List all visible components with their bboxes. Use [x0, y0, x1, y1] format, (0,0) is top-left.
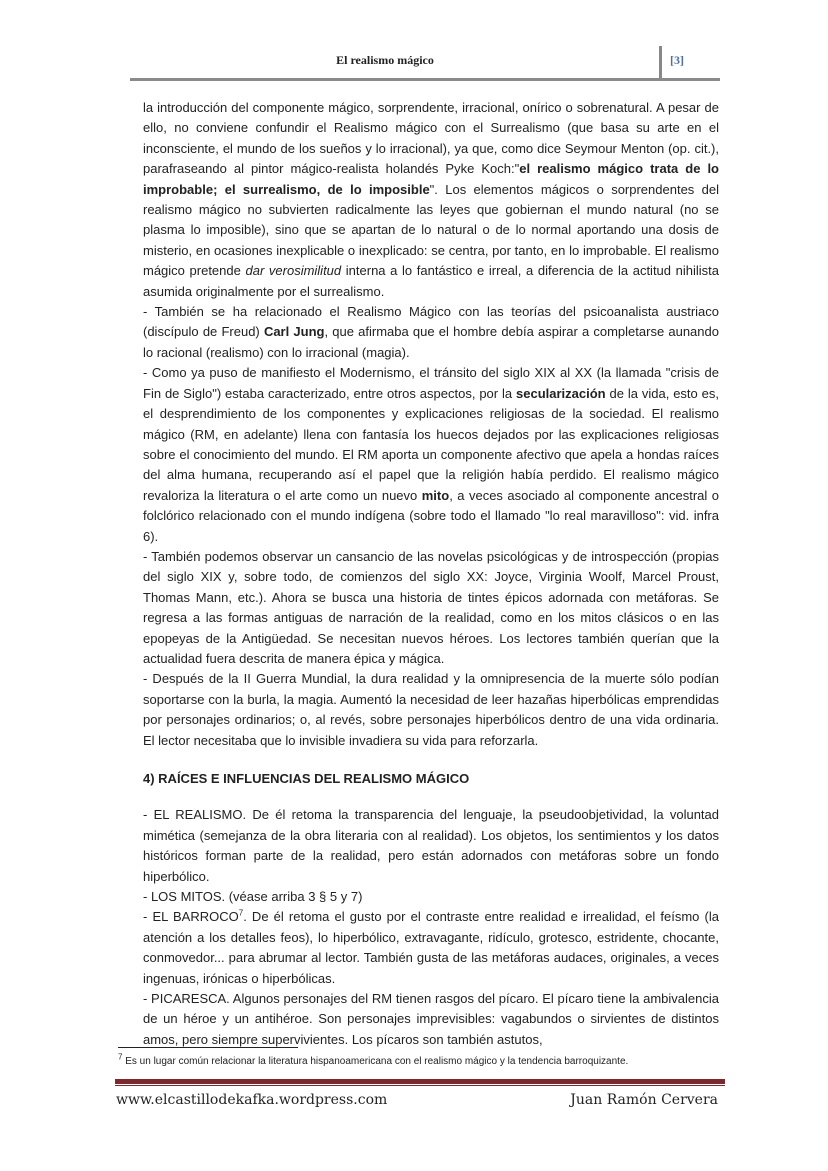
paragraph: [143, 547, 719, 669]
footnote-ref: 7: [238, 909, 244, 919]
bold-text: el realismo mágico trata de lo improbable; el surrealismo, de lo imposible: [143, 161, 719, 197]
text-run: - LOS MITOS. (véase arriba 3 § 5 y 7): [143, 889, 363, 905]
section-heading: 4) RAÍCES E INFLUENCIAS DEL REALISMO MÁGICO: [143, 771, 470, 786]
paragraph: [143, 887, 719, 907]
footnote-text: Es un lugar común relacionar la literatura hispanoamericana con el realismo mágico y la tendencia barroquizante.: [122, 1056, 629, 1067]
text-run: de la vida, esto es, el desprendimiento de los componentes y explicaciones religiosas de la sociedad. El realismo mágico (RM, en adelante) llena con fantasía los huecos dejados por las explicaciones religiosas sobre el conocimiento del mundo. El RM aporta un componente afectivo que apela a hondas raíces del alma humana, recuperando así el papel que la religión había perdido. El realismo mágico revaloriza la literatura o el arte como un nuevo: [143, 385, 719, 503]
paragraph: [143, 805, 719, 887]
text-run: - También podemos observar un cansancio de las novelas psicológicas y de introspección (propias del siglo XIX y, sobre todo, de comienzos del siglo XX: Joyce, Virginia Woolf, Marcel Proust, Thomas Mann, etc.). Ahora se busca una historia de tintes épicos adornada con metáforas. Se regresa a las formas antiguas de narración de la realidad, como en los mitos clásicos o en las epopeyas de la Antigüedad. Se necesitan nuevos héroes. Los lectores también querían que la actualidad fuera descrita de manera épica y mágica.: [143, 548, 719, 666]
paragraph: [143, 989, 719, 1050]
body-text: [143, 98, 719, 1050]
text-run: la introducción del componente mágico, sorprendente, irracional, onírico o sobrenatural. A pesar de ello, no conviene confundir el Realismo mágico con el Surrealismo (que basa su arte en el inconsciente, el mundo de los sueños y lo irracional), ya que, como dice Seymour Menton (op. cit.), parafraseando al pintor mágico-realista holandés Pyke Koch:": [143, 100, 719, 177]
paragraph: [143, 98, 719, 302]
text-run: - EL BARROCO: [143, 909, 239, 925]
text-run: - EL REALISMO. De él retoma la transparencia del lenguaje, la pseudoobjetividad, la voluntad mimética (semejanza de la obra literaria con al realidad). Los objetos, los sentimientos y los datos históricos forman parte de la realidad, pero están adornados con metáforas sobre un fondo hiperbólico.: [143, 807, 719, 884]
text-run: . De él retoma el gusto por el contraste entre realidad e irrealidad, el feísmo (la atención a los detalles feos), lo hiperbólico, extravagante, ridículo, grotesco, estridente, chocante, conmovedor... para abrumar al lector. También gusta de las metáforas audaces, originales, a veces ingenuas, irónicas o hiperbólicas.: [143, 909, 719, 986]
header-divider: [659, 46, 662, 79]
text-run: - Después de la II Guerra Mundial, la dura realidad y la omnipresencia de la muerte sólo podían soportarse con la burla, la magia. Aumentó la necesidad de leer hazañas hiperbólicas emprendidas por personajes ordinarios; o, al revés, sobre personajes hiperbólicos dentro de una vida ordinaria. El lector necesitaba que lo invisible invadiera su vida para reforzarla.: [143, 671, 719, 748]
footer-author: Juan Ramón Cervera: [570, 1092, 718, 1108]
text-run: interna a lo fantástico e irreal, a diferencia de la actitud nihilista asumida originalmente por el surrealismo.: [143, 263, 719, 299]
text-run: - PICARESCA. Algunos personajes del RM tienen rasgos del pícaro. El pícaro tiene la ambivalencia de un héroe y un antihéroe. Son personajes imprevisibles: vagabundos o sirvientes de distintos amos, pero siempre supervivientes. Los pícaros son también astutos,: [143, 991, 719, 1047]
footnote-mark: 7: [118, 1052, 123, 1062]
page-number: [3]: [670, 53, 684, 67]
footnote: [118, 1052, 629, 1067]
text-run: - También se ha relacionado el Realismo Mágico con las teorías del psicoanalista austriaco (discípulo de Freud): [143, 304, 719, 340]
paragraph: [143, 302, 719, 363]
footnote-separator: [118, 1047, 298, 1048]
text-run: - Como ya puso de manifiesto el Modernismo, el tránsito del siglo XIX al XX (la llamada "crisis de Fin de Siglo") estaba caracterizado, entre otros aspectos, por la: [143, 365, 719, 401]
bold-text: Carl Jung: [263, 324, 325, 340]
header-rule: [130, 78, 720, 81]
paragraph: [143, 669, 719, 751]
running-header-title: El realismo mágico: [336, 53, 434, 67]
italic-text: dar verosimilitud: [245, 263, 342, 279]
text-run: , a veces asociado al componente ancestral o folclórico relacionado con el mundo indígena (sobre todo el llamado "lo real maravilloso": vid. infra 6).: [143, 487, 719, 544]
bold-text: secularización: [516, 385, 606, 401]
footer-bar-thin: [115, 1085, 725, 1086]
text-run: ". Los elementos mágicos o sorprendentes del realismo mágico no subvierten radicalmente las leyes que gobiernan el mundo natural (no se plasma lo imposible), sino que se apartan de lo natural o de lo normal aportando una dosis de misterio, en ocasiones inexplicable o inexplicado: se centra, por tanto, en lo improbable. El realismo mágico pretende: [143, 181, 719, 279]
text-run: , que afirmaba que el hombre debía aspirar a completarse aunando lo racional (realismo) con lo irracional (magia).: [143, 324, 719, 360]
footer-website: www.elcastillodekafka.wordpress.com: [116, 1092, 388, 1108]
paragraph: [143, 907, 719, 989]
footer-bar: [115, 1079, 725, 1084]
paragraph-group-1: [143, 98, 719, 751]
paragraph: [143, 363, 719, 547]
paragraph-group-2: [143, 805, 719, 1050]
bold-text: mito: [421, 487, 450, 503]
